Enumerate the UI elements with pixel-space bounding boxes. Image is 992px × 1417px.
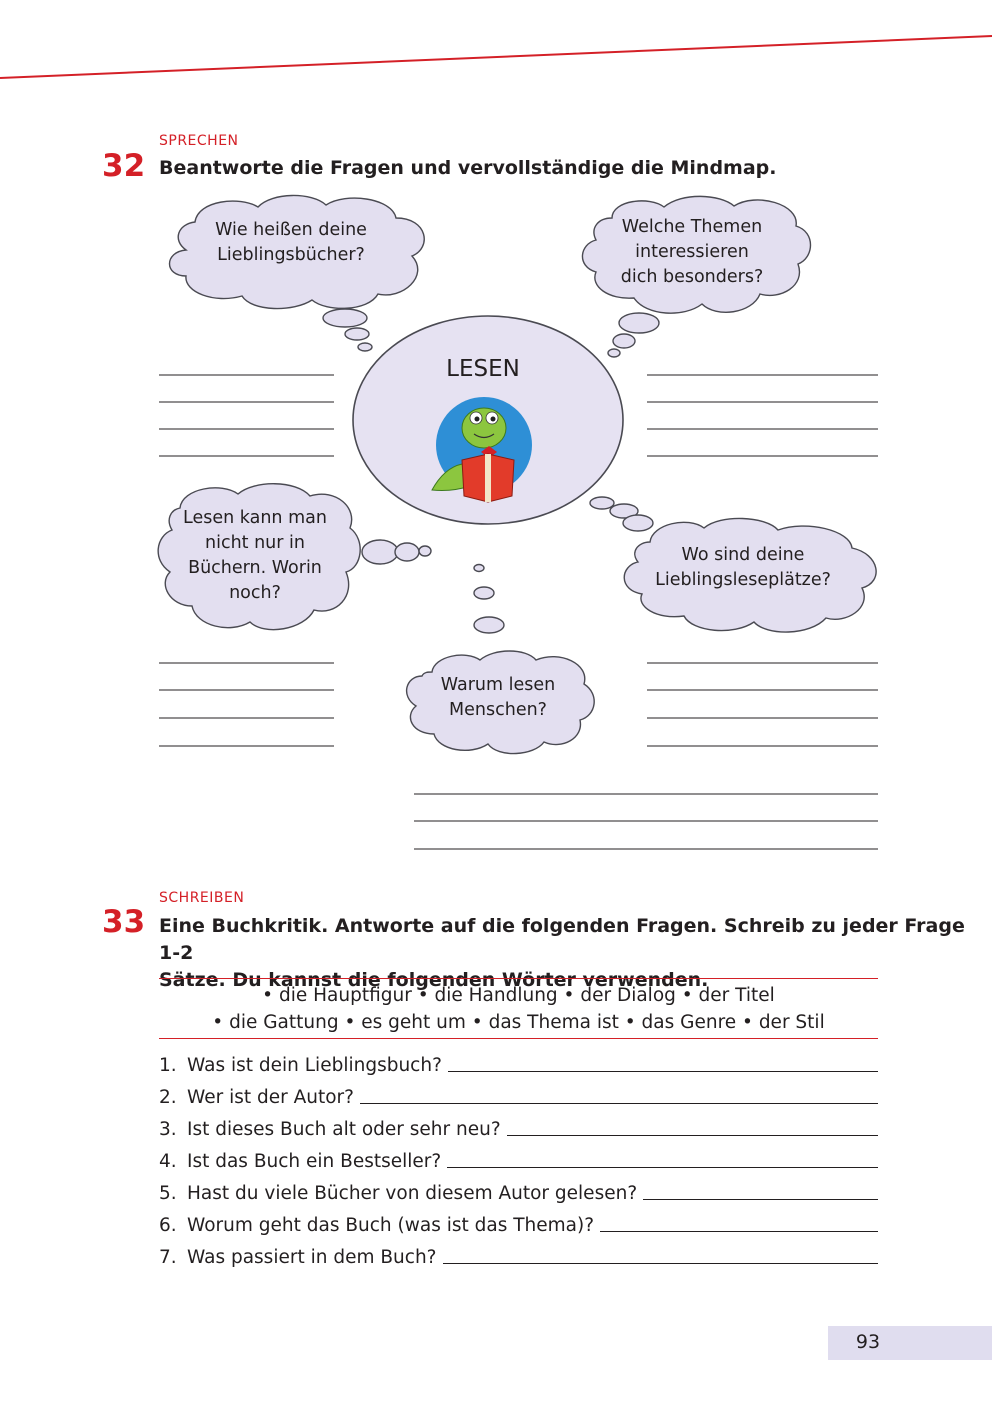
question-number: 3. <box>159 1119 177 1140</box>
question-row <box>159 1208 878 1236</box>
cloud-line: Welche Themen <box>621 217 763 237</box>
question-text: Worum geht das Buch (was ist das Thema)? <box>187 1215 595 1236</box>
thought-bubble <box>419 546 431 556</box>
header-rule <box>0 0 992 90</box>
exercise-title-line: Sätze. Du kannst die folgenden Wörter verwenden. <box>159 969 709 991</box>
question-text: Ist das Buch ein Bestseller? <box>187 1151 442 1172</box>
question-number: 6. <box>159 1215 177 1236</box>
thought-bubble <box>358 343 372 351</box>
question-number: 7. <box>159 1247 177 1268</box>
thought-bubble <box>345 328 369 340</box>
thought-bubble <box>362 540 398 564</box>
answer-lines-top-right <box>647 375 878 456</box>
exercise-number-33: 33 <box>102 904 146 940</box>
answer-line[interactable] <box>600 1231 878 1232</box>
thought-bubble <box>613 334 635 348</box>
question-row <box>159 1240 878 1268</box>
question-text: Wer ist der Autor? <box>187 1087 354 1108</box>
cloud-line: dich besonders? <box>620 267 764 287</box>
cloud-text-mid-left <box>170 506 340 606</box>
answer-lines-bottom-right <box>647 663 878 746</box>
answer-line[interactable] <box>443 1263 879 1264</box>
thought-bubble <box>608 349 620 357</box>
cloud-line: Wo sind deine <box>681 545 805 565</box>
thought-bubble <box>623 515 653 531</box>
answer-line[interactable] <box>507 1135 878 1136</box>
cloud-text-top-left <box>196 218 386 268</box>
cloud-line: Lieblingsleseplätze? <box>655 570 831 590</box>
cloud-line: Lesen kann man <box>183 508 327 528</box>
thought-bubble <box>323 309 367 327</box>
section-tag-schreiben: SCHREIBEN <box>159 890 245 906</box>
question-row <box>159 1048 878 1076</box>
exercise-title-33 <box>159 913 992 994</box>
answer-line[interactable] <box>643 1199 878 1200</box>
page-number: 93 <box>855 1331 881 1353</box>
exercise-number-32: 32 <box>102 148 146 184</box>
thought-bubble <box>474 565 484 572</box>
thought-bubble <box>474 587 494 599</box>
answer-line[interactable] <box>448 1071 878 1072</box>
question-text: Was ist dein Lieblingsbuch? <box>187 1055 442 1076</box>
question-number: 5. <box>159 1183 177 1204</box>
cloud-line: interessieren <box>635 242 749 262</box>
question-row <box>159 1112 878 1140</box>
cloud-text-top-right <box>602 215 782 290</box>
question-number: 2. <box>159 1087 177 1108</box>
question-text: Hast du viele Bücher von diesem Autor gelesen? <box>187 1183 638 1204</box>
page-number-box <box>828 1326 992 1360</box>
answer-line[interactable] <box>447 1167 878 1168</box>
cloud-line: nicht nur in <box>205 533 305 553</box>
section-tag-sprechen: SPRECHEN <box>159 133 239 149</box>
cloud-text-bottom <box>420 673 576 723</box>
exercise-title-line: Eine Buchkritik. Antworte auf die folgenden Fragen. Schreib zu jeder Frage 1-2 <box>159 915 965 964</box>
question-text: Was passiert in dem Buch? <box>187 1247 437 1268</box>
cloud-line: Menschen? <box>449 700 547 720</box>
answer-lines-top-left <box>159 375 334 456</box>
answer-lines-bottom-left <box>159 663 334 746</box>
thought-bubble <box>474 617 504 633</box>
word-bank-row-2: • die Gattung • es geht um • das Thema ist • das Genre • der Stil <box>212 1012 825 1033</box>
cloud-text-mid-right <box>636 543 850 593</box>
cloud-line: Wie heißen deine <box>215 220 367 240</box>
word-bank-top-rule <box>159 978 878 979</box>
cloud-line: noch? <box>229 583 281 603</box>
question-number: 4. <box>159 1151 177 1172</box>
answer-lines-bottom <box>414 794 878 849</box>
thought-bubble <box>619 313 659 333</box>
question-text: Ist dieses Buch alt oder sehr neu? <box>187 1119 501 1140</box>
mindmap <box>0 180 992 880</box>
word-bank-bottom-rule <box>159 1038 878 1039</box>
center-label: LESEN <box>446 356 520 382</box>
exercise-title-32: Beantworte die Fragen und vervollständige die Mindmap. <box>159 157 777 179</box>
question-number: 1. <box>159 1055 177 1076</box>
answer-line[interactable] <box>360 1103 878 1104</box>
question-row <box>159 1144 878 1172</box>
cloud-line: Warum lesen <box>440 675 556 695</box>
cloud-line: Lieblingsbücher? <box>217 245 365 265</box>
question-row <box>159 1080 878 1108</box>
word-bank-row-1: • die Hauptfigur • die Handlung • der Dialog • der Titel <box>262 985 775 1006</box>
thought-bubble <box>395 543 419 561</box>
thought-bubble <box>590 497 614 509</box>
cloud-line: Büchern. Worin <box>188 558 322 578</box>
question-row <box>159 1176 878 1204</box>
